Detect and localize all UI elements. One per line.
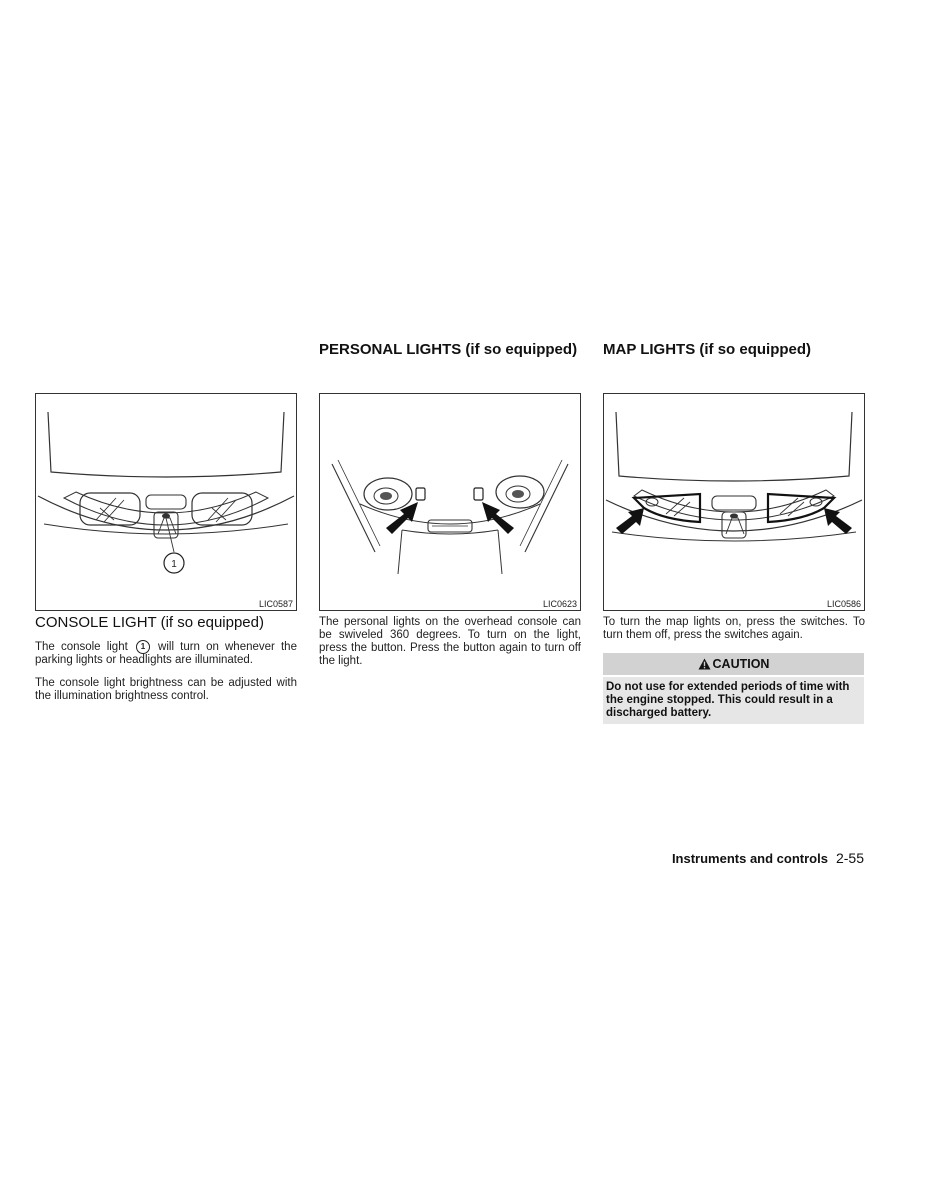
warning-triangle-icon [698, 655, 711, 677]
console-light-figure [35, 393, 297, 611]
caution-header [603, 653, 864, 675]
console-light-paragraph-1 [35, 640, 297, 667]
map-lights-heading: MAP LIGHTS (if so equipped) [603, 341, 812, 358]
console-light-illustration [36, 394, 296, 610]
console-p1-before: The console light [35, 641, 128, 653]
console-light-paragraph-2: The console light brightness can be adjusted with the illumination brightness control. [35, 677, 297, 702]
map-lights-illustration [604, 394, 864, 610]
personal-lights-illustration [320, 394, 580, 610]
footer-section-title: Instruments and controls [671, 851, 828, 866]
map-lights-figure [603, 393, 865, 611]
personal-lights-figure [319, 393, 581, 611]
console-light-heading: CONSOLE LIGHT (if so equipped) [35, 614, 264, 631]
personal-lights-heading: PERSONAL LIGHTS (if so equipped) [319, 341, 578, 358]
map-figure-code: LIC0586 [826, 599, 861, 609]
caution-label: CAUTION [712, 657, 770, 671]
personal-figure-code: LIC0623 [542, 599, 577, 609]
console-callout-label: 1 [171, 559, 177, 570]
page-footer [672, 850, 864, 866]
caution-text: Do not use for extended periods of time with the engine stopped. This could result in a discharged battery. [603, 677, 864, 724]
callout-1-icon: 1 [136, 640, 150, 654]
console-figure-code: LIC0587 [258, 599, 293, 609]
map-lights-paragraph: To turn the map lights on, press the switches. To turn them off, press the switches again. [603, 616, 865, 641]
page-number: 2-55 [835, 850, 864, 866]
personal-lights-paragraph: The personal lights on the overhead console can be swiveled 360 degrees. To turn on the light, press the button. Press the button again to turn off the light. [319, 616, 581, 667]
console-p1-after: will turn on whenever the parking lights or headlights are illuminated. [35, 641, 297, 666]
caution-box [603, 653, 864, 724]
